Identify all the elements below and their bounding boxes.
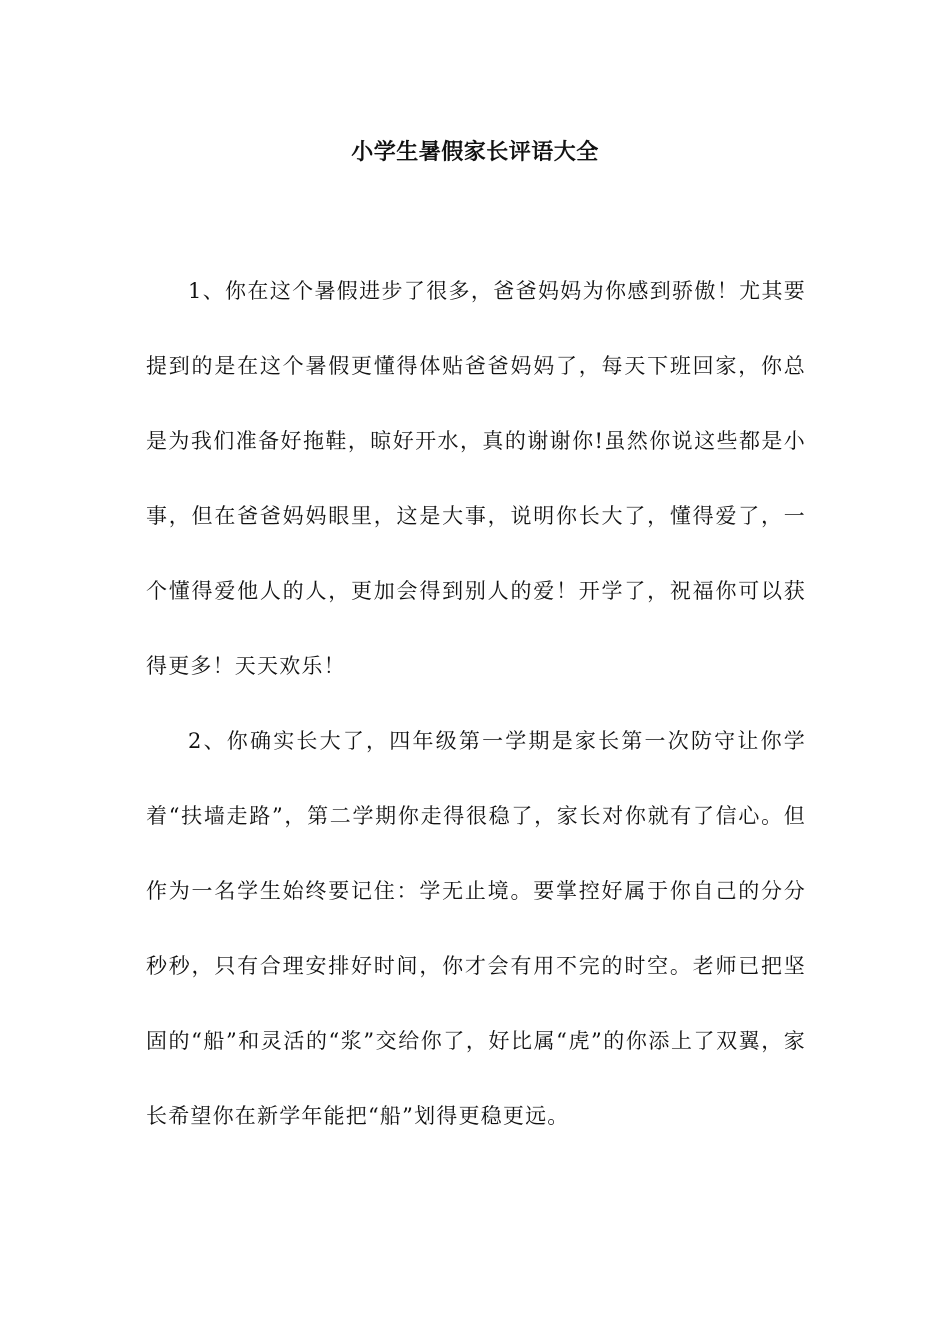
document-body bbox=[146, 254, 806, 1154]
paragraph-1: 1、你在这个暑假进步了很多，爸爸妈妈为你感到骄傲！尤其要提到的是在这个暑假更懂得体贴爸爸妈妈了，每天下班回家，你总是为我们准备好拖鞋，晾好开水，真的谢谢你!虽然你说这些都是小事，但在爸爸妈妈眼里，这是大事，说明你长大了，懂得爱了，一个懂得爱他人的人，更加会得到别人的爱！开学了，祝福你可以获得更多！天天欢乐！ bbox=[146, 279, 806, 678]
paragraph-2: 2、你确实长大了，四年级第一学期是家长第一次防守让你学着“扶墙走路”，第二学期你走得很稳了，家长对你就有了信心。但作为一名学生始终要记住：学无止境。要掌控好属于你自己的分分秒秒，只有合理安排好时间，你才会有用不完的时空。老师已把坚固的“船”和灵活的“浆”交给你了，好比属“虎”的你添上了双翼，家长希望你在新学年能把“船”划得更稳更远。 bbox=[146, 729, 806, 1128]
document-title: 小学生暑假家长评语大全 bbox=[351, 139, 599, 165]
